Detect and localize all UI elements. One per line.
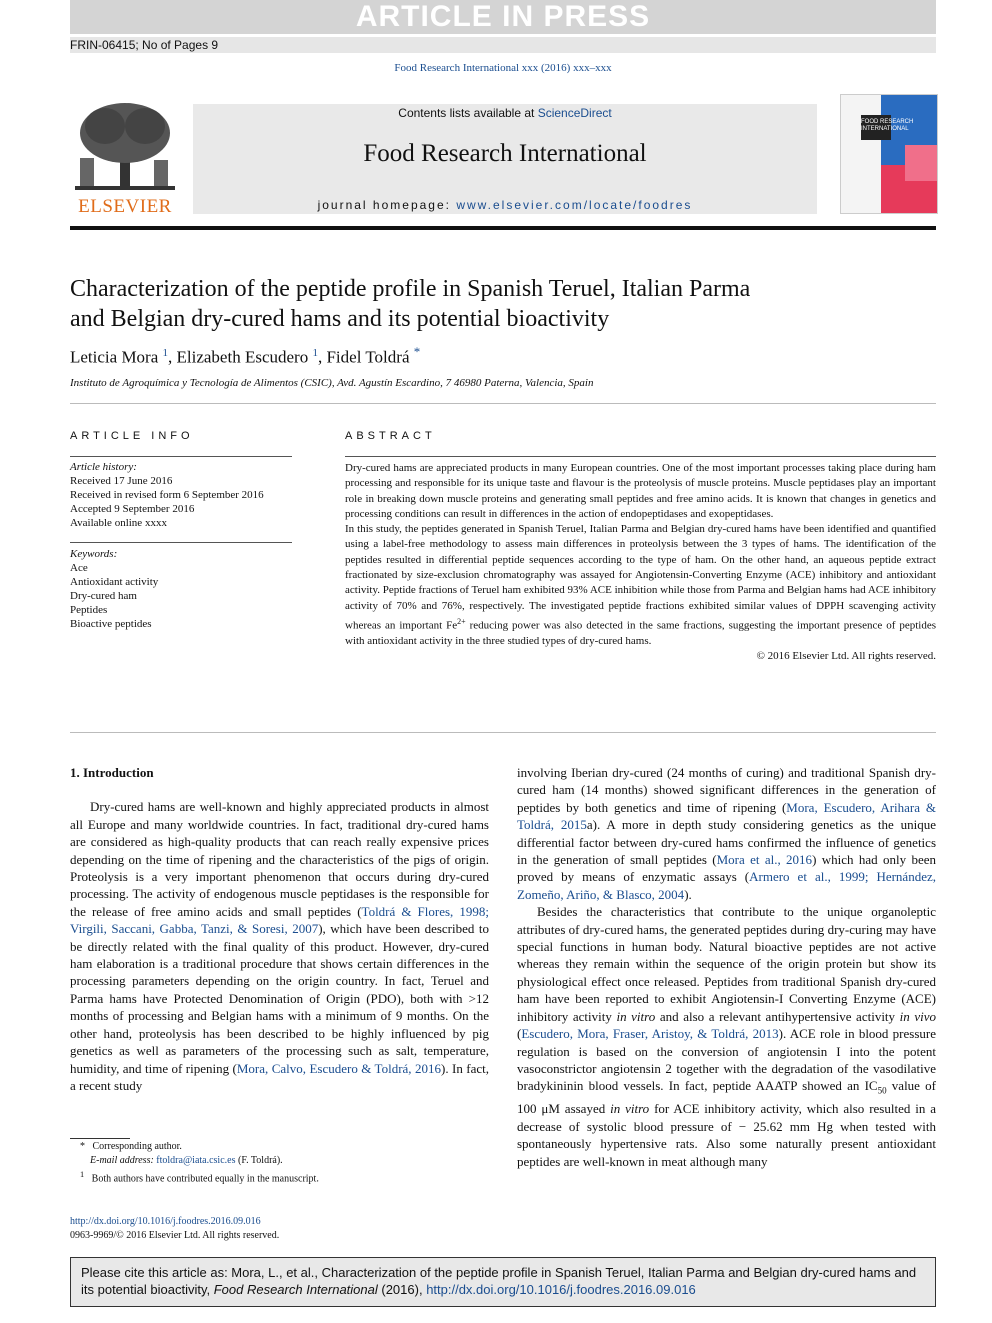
footnote-email <box>70 1154 489 1168</box>
author-mark[interactable]: 1 <box>312 347 318 359</box>
history-item: Accepted 9 September 2016 <box>70 503 195 515</box>
history-item: Received 17 June 2016 <box>70 475 173 487</box>
header-rule <box>70 226 936 230</box>
footnote-text: Both authors have contributed equally in the manuscript. <box>91 1173 319 1185</box>
author-name[interactable]: Fidel Toldrá <box>326 347 410 367</box>
body-text: Dry-cured hams are well-known and highly appreciated products in almost all Europe and many worldwide countries. In fact, traditional dry-cured hams are considered as high-quality products that can reach really expensive prices depending on the time of ripening and the characteristics of the pigs of origin. Proteolysis is a very important phenomenon that occurs during dry-cured processing. The activity of endogenous muscle peptidases is the responsible for the release of free amino acids and small peptides ( <box>70 799 489 919</box>
sciencedirect-link[interactable]: ScienceDirect <box>537 106 612 120</box>
document-id: FRIN-06415; No of Pages 9 <box>70 37 936 53</box>
journal-cover-art <box>841 95 937 213</box>
body-paragraph <box>517 903 936 1170</box>
body-text: ). In fact, a recent study <box>70 1060 490 1093</box>
keyword: Dry-cured ham <box>70 590 137 602</box>
email-label: E-mail address: <box>90 1155 157 1166</box>
abstract-paragraph <box>345 522 936 649</box>
journal-title: Food Research International <box>363 140 647 167</box>
citation-box <box>70 1257 936 1307</box>
footnote-corresponding <box>70 1140 489 1154</box>
citation-link[interactable]: Mora et al., 2016 <box>716 852 813 868</box>
body-column-right <box>517 764 936 1170</box>
article-info-rule <box>70 456 292 457</box>
body-text: a). A more in depth study considering genetics as the unique differential factor between dry-cured hams confirmed the influence of genetics in the generation of small peptides ( <box>517 817 936 868</box>
doi-block <box>70 1215 489 1243</box>
email-suffix: (F. Toldrá). <box>235 1155 283 1166</box>
abstract-paragraph: Dry-cured hams are appreciated products in many European countries. One of the most important processes taking place during ham processing and responsible for its unique taste and flavour is the proteolysis of muscle proteins. Muscle peptidases play an important role in breaking down muscle proteins and generating small peptides and free amino acids. It is known that changes in genetics and processing conditions can result in differences in the action of endopeptidases and exopeptidases. <box>345 462 936 520</box>
title-line-2: and Belgian dry-cured hams and its potential bioactivity <box>70 306 610 332</box>
body-text: ) which had only been proved by means of enzymatic assays ( <box>517 852 936 885</box>
contents-prefix: Contents lists available at <box>398 106 538 120</box>
affiliation: Instituto de Agroquímica y Tecnología de Alimentos (CSIC), Avd. Agustín Escardino, 7 46980 Paterna, Valencia, Spain <box>70 377 594 389</box>
keyword: Antioxidant activity <box>70 576 159 588</box>
footnote-rule <box>70 1138 130 1139</box>
journal-reference-link[interactable]: Food Research International xxx (2016) xxx–xxx <box>394 62 612 74</box>
keywords-rule <box>70 542 292 543</box>
elsevier-tree-icon <box>70 98 180 198</box>
abstract-text: In this study, the peptides generated in Spanish Teruel, Italian Parma and Belgian dry-cured hams have been identified and quantified using a label-free methodology to assess main differences in proteolysis between the 3 types of hams. The identification of the peptides resulted in differential peptide sequences according to the type of ham. On the other hand, an aqueous peptide extract fractionated by size-exclusion chromatography was assayed for Angiotensin-Converting Enzyme (ACE) inhibitory and antioxidant activity. Peptide fractions of Teruel ham exhibited 93% ACE inhibition while those from Parma and Belgian hams had ACE inhibitory activity of 70% and 76%, respectively. The investigated peptide fractions exhibited similar values of DPPH scavenging activity whereas an important Fe <box>345 523 936 632</box>
homepage-line <box>193 198 817 212</box>
title-line-1: Characterization of the peptide profile in Spanish Teruel, Italian Parma <box>70 276 751 302</box>
history-item: Available online xxxx <box>70 517 167 529</box>
footnote-equal <box>70 1168 489 1186</box>
keywords <box>70 547 292 631</box>
body-text: Besides the characteristics that contribute to the unique organoleptic attributes of dry-cured hams, the generated peptides during dry-curing may have special functions in human body. Natural bioactive peptides are not active whereas they remain within the sequence of the origin protein but show its physiological effect once released. Peptides from traditional Spanish dry-cured ham have been reported to exhibit Angiotensin-I Converting Enzyme (ACE) inhibitory activity <box>517 904 936 1024</box>
body-text: ), which have been described to be directly related with the final quality of this product. However, dry-cured ham elaboration is a traditional procedure that shows certain differences in the processing parameters depending on the origin country. In fact, Teruel and Parma hams have Protected Denomination of Origin (PDO), both with >12 months of processing and Belgian hams with a minimum of 9 months. On the other hand, proteolysis has been described to be highly influenced by pig genetics as well as parameters of the processing such as salt, temperature, humidity, and time of ripening ( <box>70 921 489 1076</box>
author-separator: , <box>168 347 177 367</box>
author-name[interactable]: Elizabeth Escudero <box>176 347 309 367</box>
citation-link[interactable]: Toldrá & Flores, 1998; Virgili, Saccani, Gabba, Tanzi, & Soresi, 2007 <box>70 903 489 937</box>
history-label: Article history: <box>70 461 137 473</box>
citation-link[interactable]: Armero et al., 1999; Hernández, Zomeño, Ariño, & Blasco, 2004 <box>517 869 936 902</box>
journal-cover-image <box>840 94 938 214</box>
citation-link[interactable]: Escudero, Mora, Fraser, Aristoy, & Toldrá, 2013 <box>521 1026 779 1042</box>
issn-line: 0963-9969/© 2016 Elsevier Ltd. All rights reserved. <box>70 1230 280 1241</box>
citation-year: (2016), <box>377 1282 427 1297</box>
abstract-rule <box>345 456 936 457</box>
abstract-copyright: © 2016 Elsevier Ltd. All rights reserved. <box>756 650 936 663</box>
article-history <box>70 460 292 530</box>
italic-term: in vivo <box>899 1008 936 1024</box>
article-title <box>70 274 830 334</box>
section-heading: 1. Introduction <box>70 765 154 780</box>
author-list <box>70 344 830 368</box>
cover-title: FOOD RESEARCH INTERNATIONAL <box>861 119 914 132</box>
homepage-prefix: journal homepage: <box>317 198 457 212</box>
contents-line <box>193 106 817 120</box>
italic-term: in vitro <box>610 1101 650 1117</box>
citation-prefix: Please cite this article as: Mora, L., et al., Characterization of the peptide profile in Spanish Teruel, Italian Parma and Belgian dry-cured hams and its potential bioactivity, <box>81 1265 917 1297</box>
corresponding-author-mark[interactable]: * <box>413 344 421 359</box>
abstract-end-rule <box>70 732 936 733</box>
footnote-mark: * <box>80 1141 85 1152</box>
body-text: ). ACE role in blood pressure regulation is based on the conversion of angiotensin I into the potent vasoconstrictor angiotensin 2 together with the degradation of the vasodilative bradykininin blood vessels. In fact, peptide AAATP showed an IC <box>517 1026 936 1094</box>
body-paragraph <box>517 764 936 903</box>
elsevier-logo <box>70 98 180 218</box>
citation-text <box>71 1258 935 1304</box>
author-name[interactable]: Leticia Mora <box>70 347 159 367</box>
citation-journal: Food Research International <box>213 1282 378 1297</box>
homepage-link[interactable]: www.elsevier.com/locate/foodres <box>456 198 693 212</box>
elsevier-wordmark: ELSEVIER <box>78 196 172 217</box>
abstract-heading: ABSTRACT <box>345 430 436 442</box>
keyword: Ace <box>70 562 88 574</box>
body-column-left <box>70 764 489 1094</box>
subscript: 50 <box>877 1085 887 1096</box>
body-text: value of 100 μM assayed <box>517 1078 936 1117</box>
abstract-body <box>345 461 936 665</box>
author-mark[interactable]: 1 <box>162 347 169 359</box>
body-text: ). <box>684 886 692 902</box>
title-rule <box>70 403 936 404</box>
email-link[interactable]: ftoldra@iata.csic.es <box>156 1155 236 1166</box>
citation-link[interactable]: Mora, Calvo, Escudero & Toldrá, 2016 <box>236 1060 441 1076</box>
body-text: for ACE inhibitory activity, which also resulted in a decrease of systolic blood pressure of − 25.62 mm Hg when tested with spontaneously hypertensive rats. Also some naturally present antioxidant peptides are well-known in meat although many <box>517 1101 936 1169</box>
body-text: ( <box>517 1026 522 1042</box>
article-info-heading: ARTICLE INFO <box>70 430 194 442</box>
body-paragraph <box>70 798 489 1094</box>
keyword: Bioactive peptides <box>70 618 152 630</box>
journal-header <box>193 104 817 214</box>
citation-link[interactable]: Mora, Escudero, Arihara & Toldrá, 2015 <box>517 799 937 833</box>
citation-doi-link[interactable]: http://dx.doi.org/10.1016/j.foodres.2016.09.016 <box>426 1282 696 1297</box>
keywords-label: Keywords: <box>70 548 118 560</box>
article-in-press-banner: ARTICLE IN PRESS <box>70 0 936 34</box>
keyword: Peptides <box>70 604 108 616</box>
author-separator: , <box>317 347 327 367</box>
history-item: Received in revised form 6 September 2016 <box>70 489 264 501</box>
body-text: and also a relevant antihypertensive activity <box>655 1008 900 1024</box>
footnote-text: Corresponding author. <box>92 1141 182 1152</box>
abstract-superscript: 2+ <box>457 616 466 626</box>
footnotes <box>70 1140 489 1186</box>
italic-term: in vitro <box>616 1008 656 1024</box>
body-text: involving Iberian dry-cured (24 months of curing) and traditional Spanish dry-cured ham (14 months) showed significant differences in the generation of peptides by both genetics and time of ripening ( <box>517 765 936 815</box>
doi-link[interactable]: http://dx.doi.org/10.1016/j.foodres.2016.09.016 <box>70 1216 261 1227</box>
abstract-text: reducing power was also detected in the same fractions, suggesting the important presence of peptides with antioxidant activity in the three studied types of dry-cured hams. <box>345 619 936 647</box>
footnote-mark: 1 <box>80 1170 85 1179</box>
